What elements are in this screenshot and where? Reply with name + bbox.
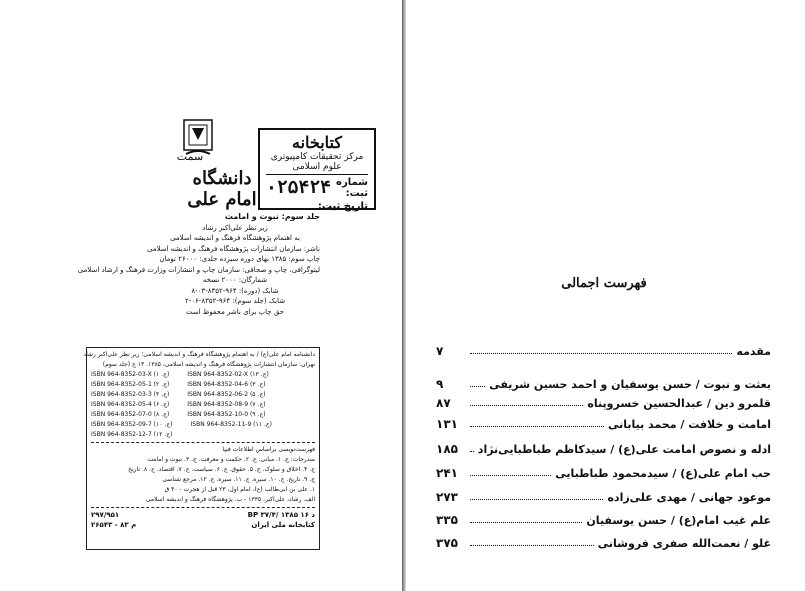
isbn-entry: ISBN 964-8352-06-2 (ج. ۵) bbox=[187, 391, 266, 398]
meta-line: شابک (دوره): ۹۶۴-۸۳۵۲-۰۳-۸ bbox=[191, 286, 279, 295]
isbn-entry: ISBN 964-8352-07-0 (ج. ۸) bbox=[91, 411, 170, 418]
toc-entry-label: امامت و خلافت / محمد بیابانی bbox=[607, 418, 771, 431]
stamp-reg-date-label: تاریخ ثبت: bbox=[317, 201, 368, 212]
toc-entry bbox=[436, 438, 771, 456]
isbn-entry: ISBN 964-8352-08-9 (ج. ۷) bbox=[187, 401, 266, 408]
toc-entry-page: ۷ bbox=[436, 344, 444, 358]
isbn-row bbox=[91, 410, 315, 420]
cip-divider bbox=[91, 507, 315, 508]
toc-entry bbox=[436, 340, 771, 358]
toc-entry-label: ادله و نصوص امامت علی(ع) / سیدکاظم طباطبایی‌نژاد bbox=[477, 443, 771, 456]
isbn-entry: ISBN 964-8352-05-1 (ج. ۲) bbox=[91, 381, 170, 388]
stamp-title: کتابخانه bbox=[291, 133, 342, 152]
meta-line: ناشر: سازمان انتشارات پژوهشگاه فرهنگ و اندیشه اسلامی bbox=[147, 244, 320, 253]
toc-leader-dots bbox=[470, 498, 603, 500]
toc-entry-page: ۹ bbox=[436, 377, 444, 391]
cip-note: ج. ۴. اخلاق و سلوک. ج. ۵. حقوق. ج. ۶. سیاست. ج. ۷. اقتصاد. ج. ۸. تاریخ bbox=[128, 466, 315, 473]
toc-entry-label: حب امام علی(ع) / سیدمحمود طباطبایی bbox=[555, 467, 771, 480]
cip-note: ج. ۹. تاریخ. ج. ۱۰. سیره. ج. ۱۱. سیره. ج. ۱۲. مرجع شناسی bbox=[162, 476, 315, 483]
cip-note: ۱. علی بن ابی‌طالب (ع)، امام اول، ۲۳ قبل از هجرت - ۴۰ ق bbox=[164, 486, 315, 493]
toc-entry-label: قلمرو دین / عبدالحسین خسروپناه bbox=[587, 397, 771, 410]
toc-entry bbox=[436, 462, 771, 480]
meta-line: چاپ سوم: ۱۳۸۵ بهای دوره سیزده جلدی: ۲۶۰۰۰ تومان bbox=[159, 255, 320, 263]
isbn-entry: ISBN 964-8352-12-7 (ج. ۱۲) bbox=[91, 431, 173, 438]
stamp-reg-number-label: شماره ثبت: bbox=[336, 177, 368, 199]
library-stamp bbox=[258, 128, 376, 210]
toc-entry bbox=[436, 392, 771, 410]
toc-entry bbox=[436, 486, 771, 504]
toc-leader-dots bbox=[470, 352, 732, 354]
toc-entry-page: ۲۷۳ bbox=[436, 490, 458, 504]
library-number: م ۸۳ - ۲۶۵۴۳ bbox=[91, 521, 137, 529]
isbn-row bbox=[91, 420, 315, 430]
toc-title: فهرست اجمالی bbox=[561, 276, 647, 291]
isbn-row bbox=[91, 370, 315, 380]
cip-library-row bbox=[91, 520, 315, 530]
toc-entry-page: ۱۸۵ bbox=[436, 442, 458, 456]
toc-entry bbox=[436, 413, 771, 431]
cataloging-in-publication-box bbox=[83, 347, 320, 550]
cip-divider bbox=[91, 442, 315, 443]
isbn-row bbox=[91, 390, 315, 400]
toc-leader-dots bbox=[470, 521, 582, 523]
isbn-entry: ISBN 964-8352-03-3 (ج. ۴) bbox=[91, 391, 170, 398]
isbn-row bbox=[91, 430, 315, 440]
publication-details bbox=[77, 212, 320, 317]
toc-entry bbox=[436, 373, 771, 391]
toc-entry-page: ۸۷ bbox=[436, 396, 451, 410]
university-logo: دانشگاه امام علی bbox=[187, 168, 257, 210]
toc-entry-label: بعثت و نبوت / حسن یوسفیان و احمد حسین شریفی bbox=[489, 378, 771, 391]
meta-line: حق چاپ برای ناشر محفوظ است bbox=[186, 307, 284, 316]
isbn-row bbox=[91, 400, 315, 410]
isbn-entry: ISBN 964-8352-03-X (ج. ۱) bbox=[91, 371, 170, 378]
meta-line: لیتوگرافی، چاپ و صحافی: سازمان چاپ و انتشارات وزارت فرهنگ و ارشاد اسلامی bbox=[77, 265, 320, 274]
toc-entry-page: ۳۷۵ bbox=[436, 536, 458, 550]
stamp-reg-number: ۰۲۵۴۲۴ bbox=[266, 177, 332, 198]
meta-line: شابک (جلد سوم): ۹۶۴-۸۳۵۲-۰۶-۲ bbox=[184, 297, 286, 305]
isbn-entry: ISBN 964-8352-10-0 (ج. ۹) bbox=[187, 411, 266, 418]
isbn-entry: ISBN 964-8352-05-4 (ج. ۶) bbox=[91, 401, 170, 408]
lc-class-number: BP ۳۷/۴/ د ۱۶ ۱۳۸۵ bbox=[247, 511, 315, 519]
isbn-entry: ISBN 964-8352-04-6 (ج. ۳) bbox=[187, 381, 266, 388]
isbn-row bbox=[91, 380, 315, 390]
isbn-entry: ISBN 964-8352-11-9 (ج. ۱۱) bbox=[190, 421, 272, 428]
stamp-reg-date-row bbox=[266, 201, 368, 212]
meta-line: به اهتمام پژوهشگاه فرهنگ و اندیشه اسلامی bbox=[170, 234, 300, 242]
dewey-number: ۲۹۷/۹۵۱ bbox=[91, 511, 120, 519]
toc-entry bbox=[436, 509, 771, 527]
toc-entry-label: علم غیب امام(ع) / حسن یوسفیان bbox=[586, 514, 771, 527]
meta-line: شمارگان: ۲۰۰۰ نسخه bbox=[202, 276, 268, 284]
toc-entry-page: ۱۳۱ bbox=[436, 417, 458, 431]
isbn-entry: ISBN 964-8352-09-7 (ج. ۱۰) bbox=[91, 421, 173, 428]
toc-entry-label: مقدمه bbox=[736, 345, 771, 358]
cip-note: الف. رشاد، علی‌اکبر، ۱۳۳۵ - ب. پژوهشگاه فرهنگ و اندیشه اسلامی bbox=[145, 496, 315, 503]
toc-entry bbox=[436, 532, 771, 550]
toc-leader-dots bbox=[470, 425, 604, 427]
cip-line: دانشنامه امام علی(ع) / به اهتمام پژوهشگاه فرهنگ و اندیشه اسلامی؛ زیر نظر علی‌اکبر رشاد bbox=[83, 351, 315, 358]
toc-entry-page: ۳۳۵ bbox=[436, 513, 458, 527]
stamp-subtitle: مرکز تحقیقات کامپیوتری علوم اسلامی bbox=[266, 152, 368, 175]
table-of-contents-page bbox=[406, 0, 805, 591]
toc-entry-page: ۲۴۱ bbox=[436, 466, 458, 480]
cip-line: تهران: سازمان انتشارات پژوهشگاه فرهنگ و اندیشه اسلامی، ۱۳۸۵. ۱۳ ج (جلد سوم) bbox=[102, 361, 315, 368]
toc-leader-dots bbox=[470, 544, 594, 546]
toc-entry-label: موعود جهانی / مهدی علی‌زاده bbox=[607, 491, 771, 504]
toc-leader-dots bbox=[470, 450, 474, 452]
toc-leader-dots bbox=[470, 404, 583, 406]
toc-entry-label: غلو / نعمت‌الله صفری فروشانی bbox=[597, 537, 771, 550]
toc-leader-dots bbox=[470, 385, 485, 387]
library-label: کتابخانه ملی ایران bbox=[251, 521, 315, 529]
meta-line: جلد سوم: نبوت و امامت bbox=[224, 212, 320, 221]
seal-caption: سمت bbox=[176, 150, 204, 163]
toc-leader-dots bbox=[470, 474, 551, 476]
stamp-reg-number-row bbox=[266, 177, 368, 199]
cip-classification-row bbox=[91, 510, 315, 520]
isbn-entry: ISBN 964-8352-02-X (ج. ۱۳) bbox=[187, 371, 269, 378]
cip-note: مندرجات: ج. ۱. مبانی. ج. ۲. حکمت و معرفت. ج. ۳. نبوت و امامت bbox=[147, 456, 315, 463]
cip-note: فهرست‌نویسی براساس اطلاعات فیپا bbox=[222, 446, 315, 453]
copyright-page bbox=[0, 0, 402, 591]
meta-line: زیر نظر علی‌اکبر رشاد bbox=[202, 223, 268, 232]
